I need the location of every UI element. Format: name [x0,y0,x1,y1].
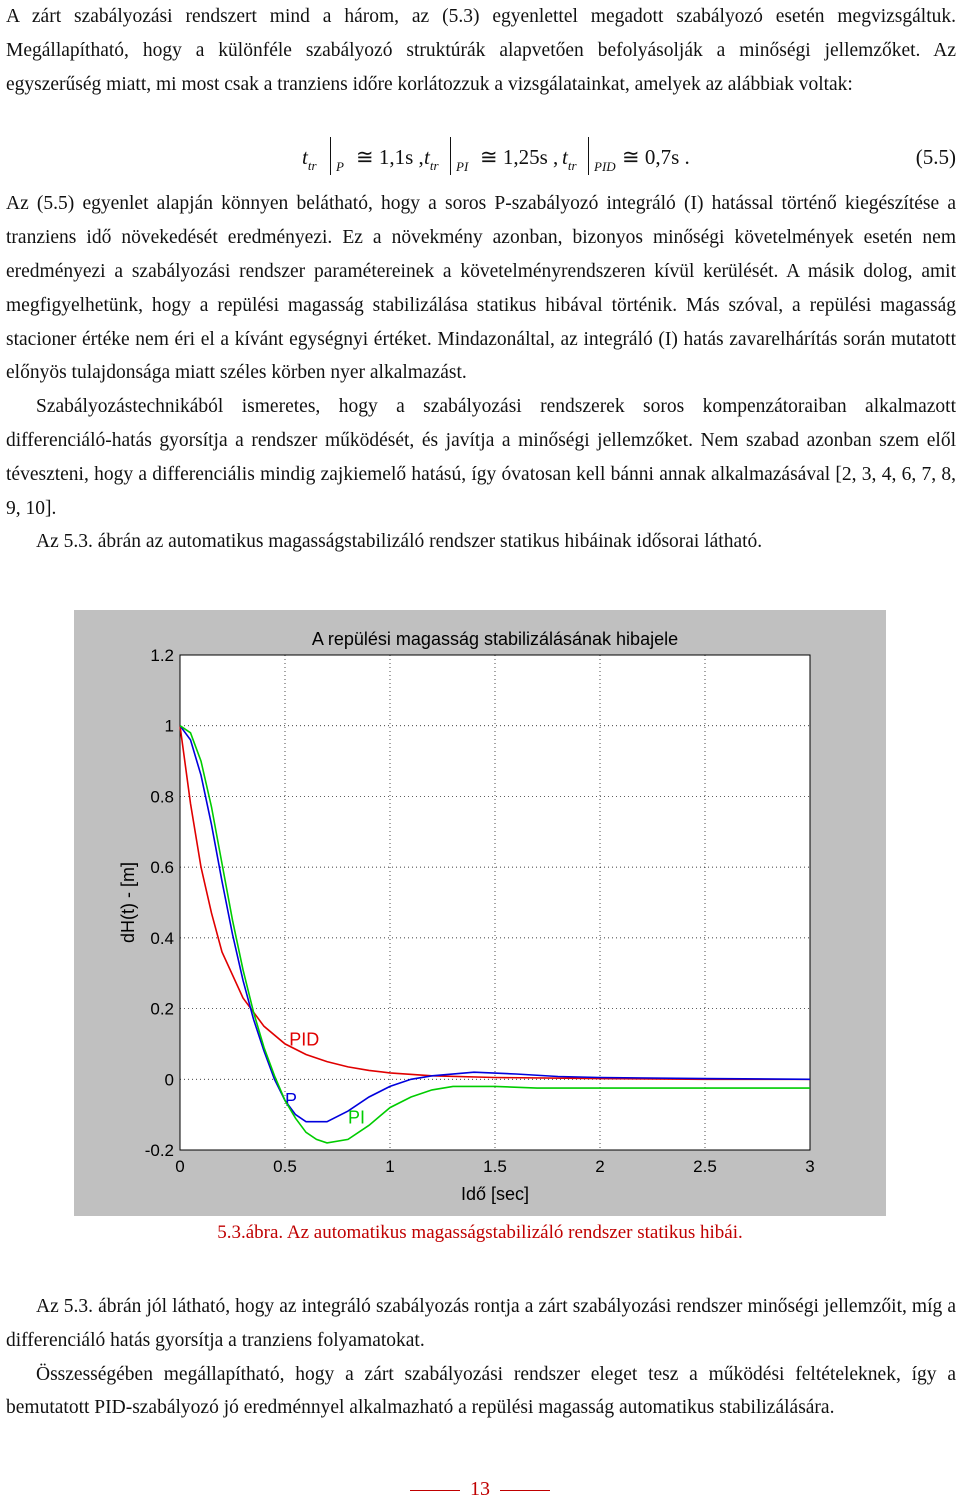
series-label-pid: PID [289,1029,320,1050]
page-body [6,0,956,559]
y-tick-label: 0.8 [150,787,174,807]
paragraph-differential: Szabályozástechnikából ismeretes, hogy a szabályozási rendszerek soros kompenzátoraiban alkalmazott differenciáló-hatás gyorsítja a rendszer működését, és javítja a minőségi jellemzőket. Nem szabad azonban szem elől téveszteni, hogy a differenciális mindig zajkiemelő hatású, így óvatosan kell bánni annak alkalmazásával [2, 3, 4, 6, 7, 8, 9, 10]. [6,396,956,519]
paragraph-conclusion-2: Összességében megállapítható, hogy a zárt szabályozási rendszer eleget tesz a működési feltételeknek, így a bemutatott PID-szabályozó jó eredménnyel alkalmazható a repülési magasság automatikus stabilizálására. [6,1363,956,1419]
x-tick-label: 3 [805,1157,815,1176]
y-tick-label: 0.2 [150,999,174,1019]
y-tick-label: -0.2 [144,1141,174,1160]
equation-5-5: $t_{tr}$ P ≅ 1,1s , $t_{tr}$ PI ≅ 1,25s , $t_{tr}$ PID ≅ 0,7s . (5.5) [6,101,956,187]
page-number: 13 [0,1478,960,1501]
paragraph-figure-ref: Az 5.3. ábrán az automatikus magasságstabilizáló rendszer statikus hibáinak idősorai látható. [36,531,763,553]
series-label-pi: PI [348,1107,366,1128]
figure-caption: 5.3.ábra. Az automatikus magasságstabilizáló rendszer statikus hibái. [217,1222,743,1243]
equation-number: (5.5) [915,145,956,170]
x-tick-label: 2 [595,1157,605,1176]
y-tick-label: 0 [164,1070,174,1090]
conclusion-section [6,1290,956,1425]
x-tick-label: 2.5 [693,1157,717,1176]
x-tick-label: 0 [175,1157,185,1176]
x-tick-label: 1.5 [483,1157,507,1176]
y-axis-label: dH(t) - [m] [118,862,138,943]
y-tick-label: 1 [164,716,174,736]
error-signal-chart [74,610,886,1216]
x-tick-label: 1 [385,1157,395,1176]
paragraph-intro: A zárt szabályozási rendszert mind a három, az (5.3) egyenlettel megadott szabályozó esetén megvizsgáltuk. Megállapítható, hogy a különféle szabályozó struktúrák alapvetően befolyásolják a minőségi jellemzőket. Az egyszerűség miatt, mi most csak a tranziens időre korlátozzuk a vizsgálatainkat, amelyek az alábbiak voltak: [6,6,956,95]
x-tick-label: 0.5 [273,1157,297,1176]
y-tick-label: 0.4 [150,928,174,948]
x-axis-label: Idő [sec] [460,1184,530,1204]
paragraph-analysis: Az (5.5) egyenlet alapján könnyen belátható, hogy a soros P-szabályozó integráló (I) hatással történő kiegészítése a tranziens idő növekedését eredményezi. Ez a növekmény azonban, bizonyos minőségi követelmények esetén nem eredményezi a szabályozási rendszer paramétereinek a követelményrendszeren kívül kerülését. A másik dolog, amit megfigyelhetünk, hogy a repülési magasság stabilizálása statikus hibával történik. Más szóval, a repülési magasság stacioner értéke nem éri el a kívánt egységnyi értéket. Mindazonáltal, az integráló (I) hatás zavarelhárítás során mutatott előnyös tulajdonsága miatt széles körben nyer alkalmazást. [6,193,956,384]
paragraph-conclusion-1: Az 5.3. ábrán jól látható, hogy az integráló szabályozás rontja a zárt szabályozási rendszer minőségi jellemzőit, míg a differenciáló hatás gyorsítja a tranziens folyamatokat. [6,1296,956,1351]
series-label-p: P [285,1089,298,1110]
figure-5-3 [74,610,886,1216]
chart-title: A repülési magasság stabilizálásának hibajele [311,629,679,649]
y-tick-label: 1.2 [150,646,174,665]
y-tick-label: 0.6 [150,858,174,878]
